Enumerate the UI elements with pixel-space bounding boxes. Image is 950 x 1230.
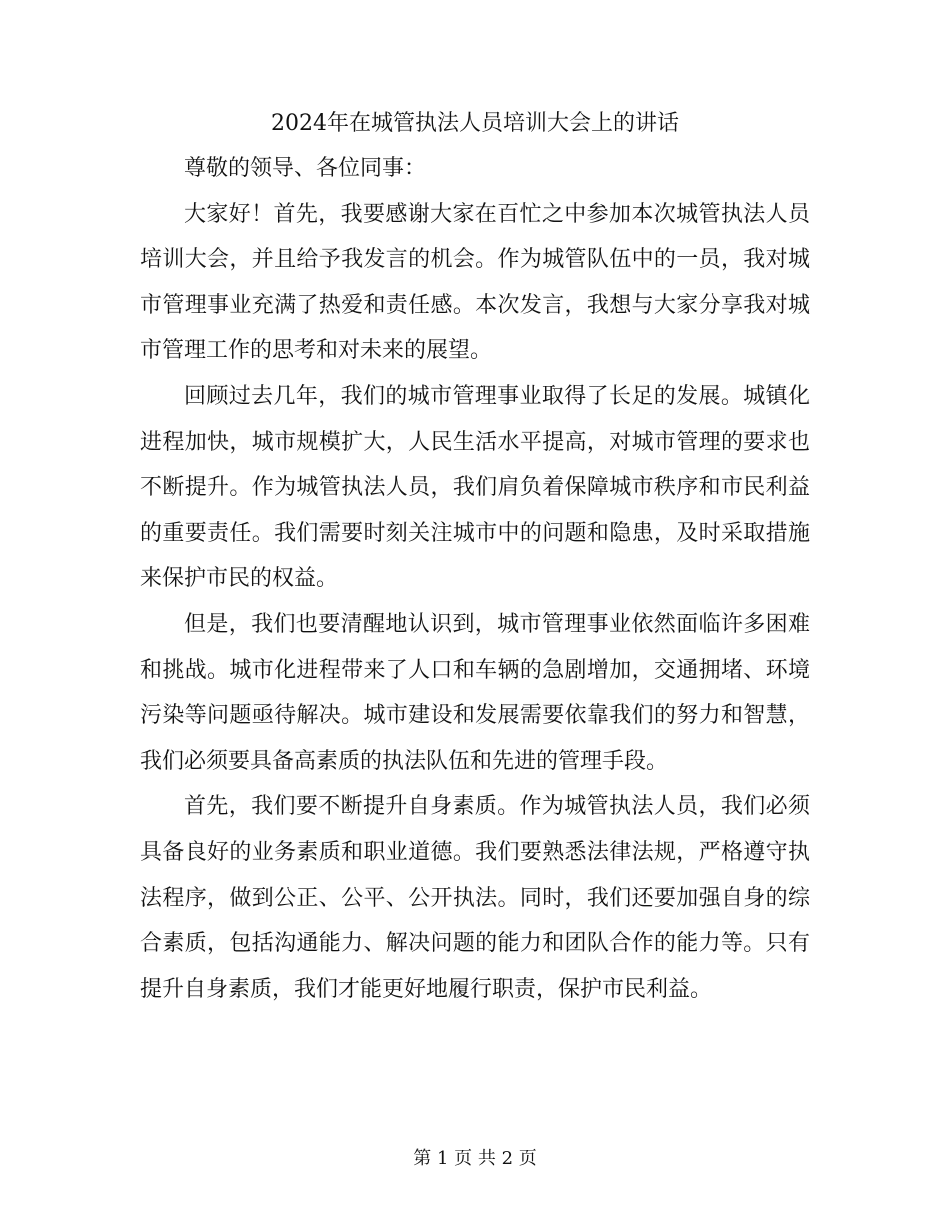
page-number-footer: 第 1 页 共 2 页 xyxy=(413,1148,537,1169)
paragraph-1: 大家好！首先，我要感谢大家在百忙之中参加本次城管执法人员培训大会，并且给予我发言的机会。作为城管队伍中的一员，我对城市管理事业充满了热爱和责任感。本次发言，我想与大家分享我对城市管理工作的思考和对未来的展望。 xyxy=(140,201,810,364)
salutation: 尊敬的领导、各位同事： xyxy=(184,156,427,181)
document-title: 2024年在城管执法人员培训大会上的讲话 xyxy=(271,111,679,136)
document-body xyxy=(140,146,810,1012)
paragraph-2: 回顾过去几年，我们的城市管理事业取得了长足的发展。城镇化进程加快，城市规模扩大，人民生活水平提高，对城市管理的要求也不断提升。作为城管执法人员，我们肩负着保障城市秩序和市民利益的重要责任。我们需要时刻关注城市中的问题和隐患，及时采取措施来保护市民的权益。 xyxy=(140,383,810,592)
paragraph-4: 首先，我们要不断提升自身素质。作为城管执法人员，我们必须具备良好的业务素质和职业道德。我们要熟悉法律法规，严格遵守执法程序，做到公正、公平、公开执法。同时，我们还要加强自身的综合素质，包括沟通能力、解决问题的能力和团队合作的能力等。只有提升自身素质，我们才能更好地履行职责，保护市民利益。 xyxy=(140,794,810,1002)
paragraph-3: 但是，我们也要清醒地认识到，城市管理事业依然面临许多困难和挑战。城市化进程带来了人口和车辆的急剧增加，交通拥堵、环境污染等问题亟待解决。城市建设和发展需要依靠我们的努力和智慧，我们必须要具备高素质的执法队伍和先进的管理手段。 xyxy=(140,611,810,774)
